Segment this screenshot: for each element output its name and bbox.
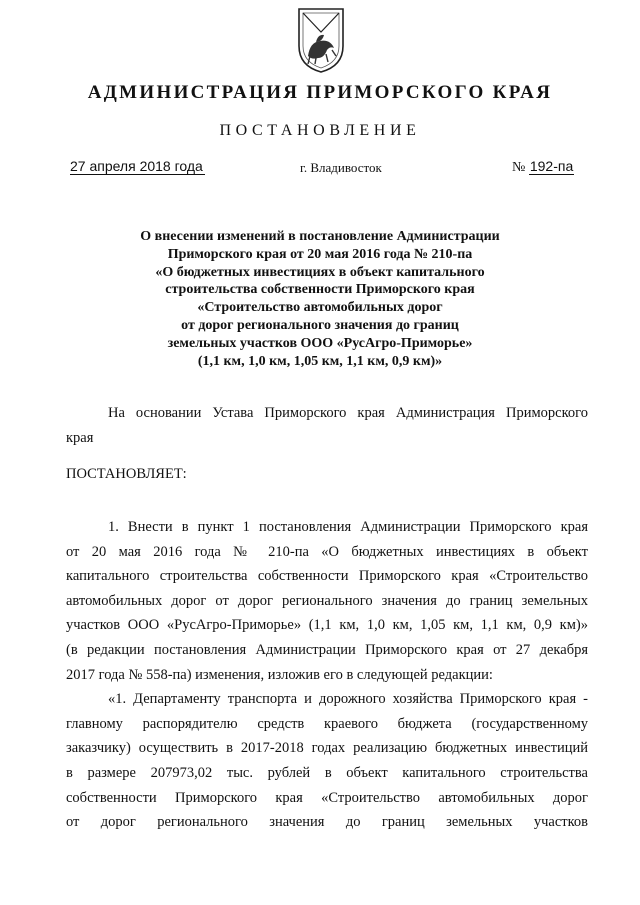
text-line: На основании Устава Приморского края Администрация Приморского: [108, 405, 588, 421]
text-line: (в редакции постановления Администрации Приморского края от 27 декабря: [66, 641, 588, 658]
text-line: «1. Департаменту транспорта и дорожного хозяйства Приморского края -: [108, 691, 588, 708]
text-line: главному распорядителю средств краевого бюджета (государственному: [66, 715, 588, 732]
title-line: строительства собственности Приморского края: [165, 282, 475, 298]
title-line: «Строительство автомобильных дорог: [197, 300, 443, 316]
text-line: собственности Приморского края «Строительство автомобильных дорог: [66, 789, 588, 806]
coat-of-arms-icon: [296, 6, 346, 74]
resolves-heading: [66, 462, 588, 487]
document-type: ПОСТАНОВЛЕНИЕ: [219, 122, 421, 139]
organization-name: АДМИНИСТРАЦИЯ ПРИМОРСКОГО КРАЯ: [87, 82, 553, 103]
text-line: заказчику) осуществить в 2017-2018 годах реализацию бюджетных инвестиций: [66, 740, 588, 757]
text-line: 2017 года № 558-па) изменения, изложив его в следующей редакции:: [66, 666, 493, 683]
title-line: О внесении изменений в постановление Администрации: [140, 229, 500, 244]
title-line: от дорог регионального значения до границ: [181, 317, 459, 333]
number-prefix: №: [512, 160, 526, 175]
document-city: г. Владивосток: [300, 160, 382, 175]
title-line: Приморского края от 20 мая 2016 года № 210-па: [167, 246, 473, 262]
text-line: от 20 мая 2016 года № 210-па «О бюджетных инвестициях в объект: [66, 543, 588, 560]
document-title: [100, 228, 540, 370]
text-line: края: [66, 429, 94, 446]
text-line: автомобильных дорог от дорог регионального значения до границ земельных: [66, 592, 588, 609]
text-line: в размере 207973,02 тыс. рублей в объект капитального строительства: [66, 764, 588, 781]
text-line: от дорог регионального значения до границ земельных участков: [66, 814, 588, 831]
title-line: земельных участков ООО «РусАгро-Приморье»: [167, 335, 473, 351]
title-line: «О бюджетных инвестициях в объект капитального: [155, 264, 485, 280]
body-paragraph: [66, 515, 588, 835]
title-line: (1,1 км, 1,0 км, 1,05 км, 1,1 км, 0,9 км)»: [197, 353, 443, 369]
text-line: капитального строительства собственности Приморского края «Строительство: [66, 568, 588, 585]
preamble-paragraph: [66, 401, 588, 450]
document-date: 27 апреля 2018 года: [70, 158, 203, 174]
number-value: 192-па: [529, 158, 574, 174]
text-line: 1. Внести в пункт 1 постановления Администрации Приморского края: [108, 519, 588, 535]
text-line: участков ООО «РусАгро-Приморье» (1,1 км, 1,0 км, 1,05 км, 1,1 км, 0,9 км)»: [66, 617, 588, 634]
text-line: ПОСТАНОВЛЯЕТ:: [66, 466, 187, 482]
document-number: [512, 158, 574, 176]
